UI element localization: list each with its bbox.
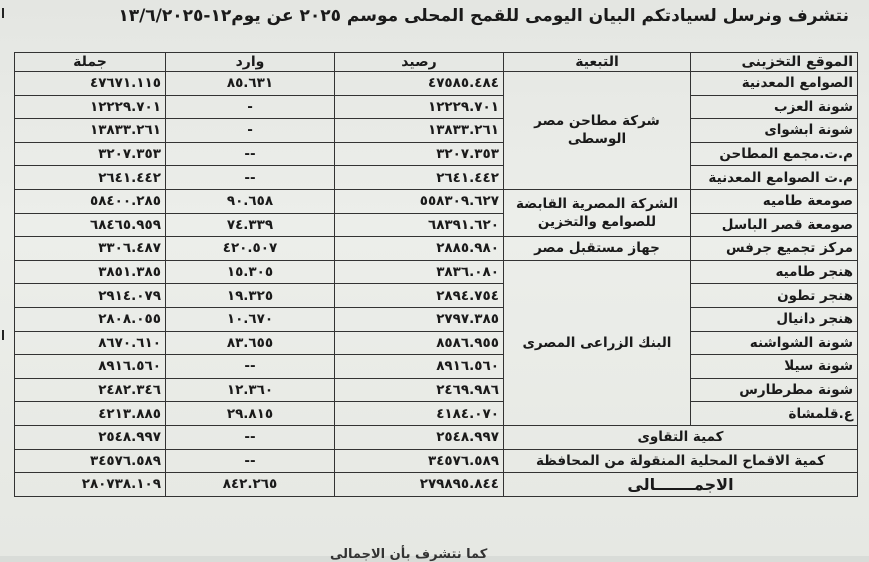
affiliation-cell: البنك الزراعى المصرى <box>504 260 691 425</box>
table-row <box>15 95 858 119</box>
incoming-cell: ٩٠.٦٥٨ <box>166 189 335 213</box>
balance-cell: ٥٥٨٣٠٩.٦٢٧ <box>335 189 504 213</box>
incoming-cell: ١٢.٣٦٠ <box>166 378 335 402</box>
grand-total-row <box>15 473 858 497</box>
incoming-cell: ٢٩.٨١٥ <box>166 402 335 426</box>
incoming-cell: ١٩.٣٢٥ <box>166 284 335 308</box>
balance-cell: ٨٩١٦.٥٦٠ <box>335 355 504 379</box>
total-cell: ٣٢٠٧.٣٥٣ <box>15 142 166 166</box>
table-row <box>15 72 858 96</box>
table-row <box>15 213 858 237</box>
seeds-row-label: كمية التقاوى <box>504 425 858 449</box>
balance-cell: ٢٦٤١.٤٤٢ <box>335 166 504 190</box>
total-cell: ١٢٢٢٩.٧٠١ <box>15 95 166 119</box>
total-cell: ٥٨٤٠٠.٢٨٥ <box>15 189 166 213</box>
table-row <box>15 402 858 426</box>
location-cell: مركز تجميع جرفس <box>691 237 858 261</box>
edge-mark <box>2 330 4 340</box>
total-cell: ١٣٨٣٣.٢٦١ <box>15 119 166 143</box>
total-cell: ٤٢١٣.٨٨٥ <box>15 402 166 426</box>
incoming-cell: ١٠.٦٧٠ <box>166 307 335 331</box>
table-row <box>15 355 858 379</box>
grand-total-row-label: الاجمـــــــالى <box>504 473 858 497</box>
total-cell: ٣٨٥١.٣٨٥ <box>15 260 166 284</box>
header-balance: رصيد <box>335 53 504 72</box>
balance-cell: ٨٥٨٦.٩٥٥ <box>335 331 504 355</box>
total-cell: ٢٥٤٨.٩٩٧ <box>15 425 166 449</box>
location-cell: هنجر تطون <box>691 284 858 308</box>
affiliation-cell: شركة مطاحن مصر الوسطى <box>504 72 691 190</box>
edge-mark <box>2 8 4 18</box>
transferred-row <box>15 449 858 473</box>
total-cell: ٢٤٨٢.٣٤٦ <box>15 378 166 402</box>
transferred-row-label: كمية الاقماح المحلية المنقولة من المحافظة <box>504 449 858 473</box>
location-cell: صومعة قصر الباسل <box>691 213 858 237</box>
total-cell: ٢٨٠٧٣٨.١٠٩ <box>15 473 166 497</box>
location-cell: هنجر دانيال <box>691 307 858 331</box>
incoming-cell: ٨٥.٦٣١ <box>166 72 335 96</box>
balance-cell: ٢٧٩٨٩٥.٨٤٤ <box>335 473 504 497</box>
incoming-cell: ٤٢٠.٥٠٧ <box>166 237 335 261</box>
incoming-cell: -- <box>166 425 335 449</box>
table-row <box>15 378 858 402</box>
table-row <box>15 284 858 308</box>
total-cell: ٢٨٠٨.٠٥٥ <box>15 307 166 331</box>
table-body <box>15 72 858 497</box>
table-row <box>15 331 858 355</box>
location-cell: شونة سيلا <box>691 355 858 379</box>
location-cell: شونة مطرطارس <box>691 378 858 402</box>
incoming-cell: -- <box>166 142 335 166</box>
balance-cell: ٢٨٩٤.٧٥٤ <box>335 284 504 308</box>
total-cell: ٦٨٤٦٥.٩٥٩ <box>15 213 166 237</box>
balance-cell: ٢٤٦٩.٩٨٦ <box>335 378 504 402</box>
header-incoming: وارد <box>166 53 335 72</box>
balance-cell: ٢٧٩٧.٣٨٥ <box>335 307 504 331</box>
balance-cell: ٣٢٠٧.٣٥٣ <box>335 142 504 166</box>
total-cell: ٣٤٥٧٦.٥٨٩ <box>15 449 166 473</box>
incoming-cell: ٨٣.٦٥٥ <box>166 331 335 355</box>
location-cell: شونة العزب <box>691 95 858 119</box>
table-row <box>15 119 858 143</box>
incoming-cell: -- <box>166 166 335 190</box>
balance-cell: ١٢٢٢٩.٧٠١ <box>335 95 504 119</box>
balance-cell: ٦٨٣٩١.٦٢٠ <box>335 213 504 237</box>
location-cell: ع.قلمشاة <box>691 402 858 426</box>
balance-cell: ٢٥٤٨.٩٩٧ <box>335 425 504 449</box>
affiliation-cell: الشركة المصرية القابضة للصوامع والتخزين <box>504 189 691 236</box>
total-cell: ٨٩١٦.٥٦٠ <box>15 355 166 379</box>
total-cell: ٢٩١٤.٠٧٩ <box>15 284 166 308</box>
location-cell: م.ت.مجمع المطاحن <box>691 142 858 166</box>
balance-cell: ٤١٨٤.٠٧٠ <box>335 402 504 426</box>
affiliation-cell: جهاز مستقبل مصر <box>504 237 691 261</box>
incoming-cell: ٨٤٢.٢٦٥ <box>166 473 335 497</box>
total-cell: ٢٦٤١.٤٤٢ <box>15 166 166 190</box>
table-row <box>15 307 858 331</box>
wheat-report-table <box>14 52 858 497</box>
incoming-cell: -- <box>166 449 335 473</box>
balance-cell: ٣٤٥٧٦.٥٨٩ <box>335 449 504 473</box>
location-cell: م.ت الصوامع المعدنية <box>691 166 858 190</box>
balance-cell: ١٣٨٣٣.٢٦١ <box>335 119 504 143</box>
location-cell: صومعة طاميه <box>691 189 858 213</box>
header-total: جملة <box>15 53 166 72</box>
balance-cell: ٤٧٥٨٥.٤٨٤ <box>335 72 504 96</box>
incoming-cell: ٧٤.٣٣٩ <box>166 213 335 237</box>
incoming-cell: -- <box>166 355 335 379</box>
table-row <box>15 189 858 213</box>
table-header-row <box>15 53 858 72</box>
incoming-cell: ١٥.٣٠٥ <box>166 260 335 284</box>
location-cell: شونة الشواشنه <box>691 331 858 355</box>
balance-cell: ٢٨٨٥.٩٨٠ <box>335 237 504 261</box>
table-row <box>15 166 858 190</box>
total-cell: ٣٣٠٦.٤٨٧ <box>15 237 166 261</box>
header-affiliation: التبعية <box>504 53 691 72</box>
balance-cell: ٣٨٣٦.٠٨٠ <box>335 260 504 284</box>
table-row <box>15 237 858 261</box>
total-cell: ٨٦٧٠.٦١٠ <box>15 331 166 355</box>
header-location: الموقع التخزينى <box>691 53 858 72</box>
location-cell: شونة ابشواى <box>691 119 858 143</box>
seeds-row <box>15 425 858 449</box>
incoming-cell: - <box>166 119 335 143</box>
location-cell: الصوامع المعدنية <box>691 72 858 96</box>
location-cell: هنجر طاميه <box>691 260 858 284</box>
incoming-cell: - <box>166 95 335 119</box>
total-cell: ٤٧٦٧١.١١٥ <box>15 72 166 96</box>
footer-fragment: كما نتشرف بأن الاجمالى <box>330 547 488 562</box>
table-row <box>15 260 858 284</box>
table-row <box>15 142 858 166</box>
document-title: نتشرف ونرسل لسيادتكم البيان اليومى للقمح المحلى موسم ٢٠٢٥ عن يوم١٢-١٣/٦/٢٠٢٥ <box>118 6 849 26</box>
